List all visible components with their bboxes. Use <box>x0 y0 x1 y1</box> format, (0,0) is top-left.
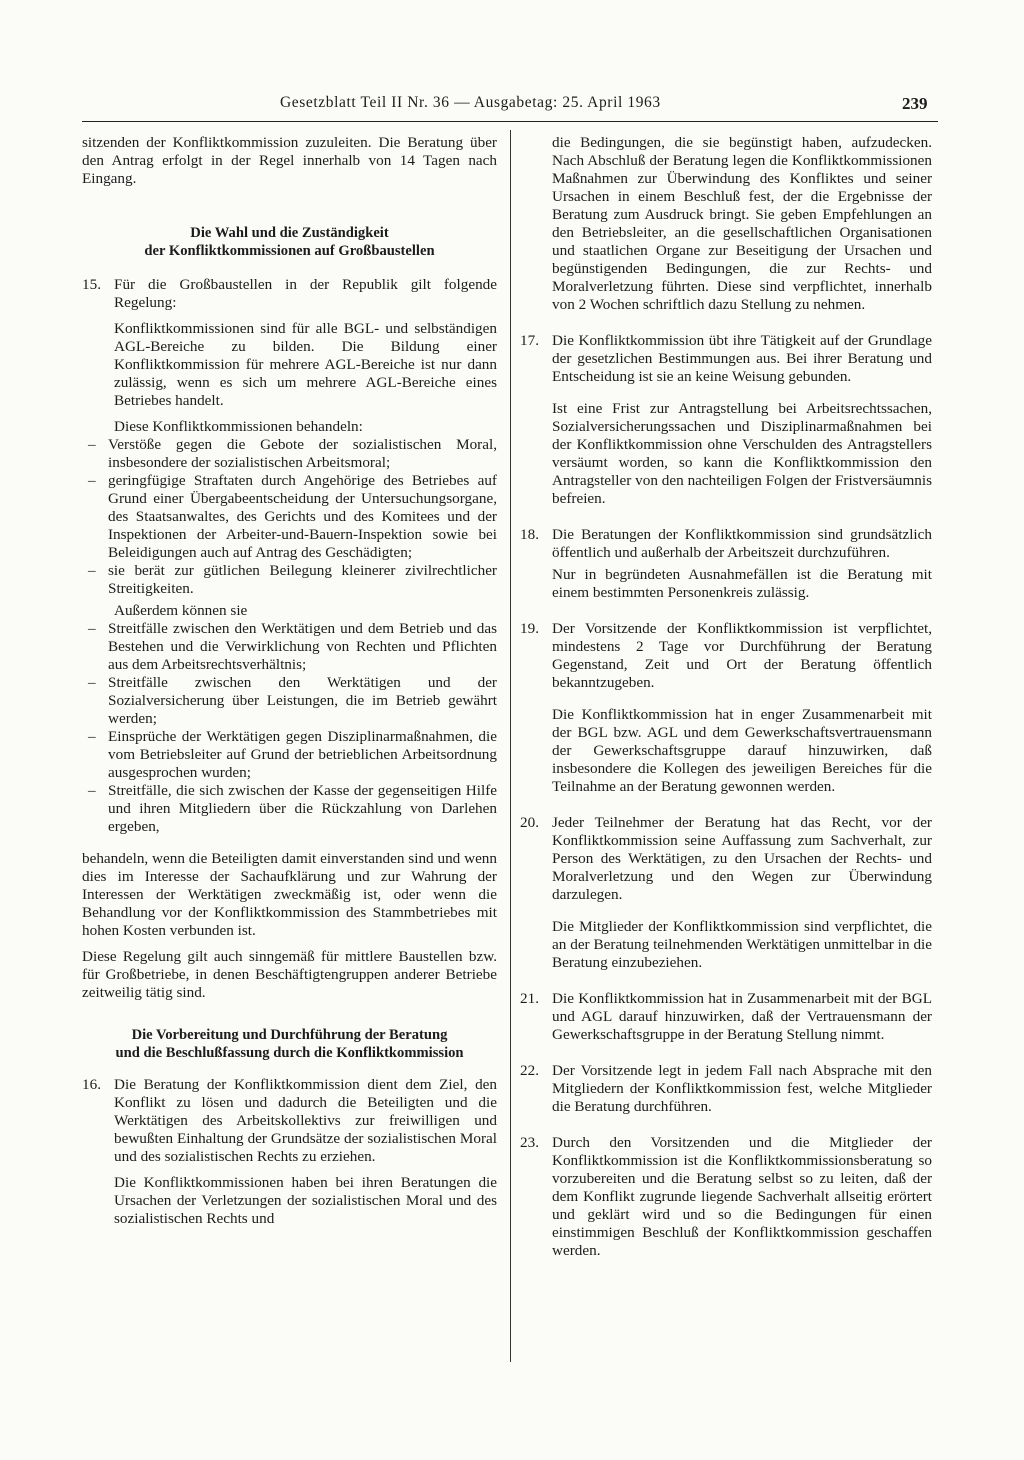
column-divider <box>510 130 511 1362</box>
paragraph-text: Die Beratungen der Konfliktkommission sind grundsätzlich öffentlich und außerhalb der Arbeitszeit durchzuführen. <box>552 526 932 561</box>
list-item <box>82 472 497 562</box>
paragraph-16 <box>82 1076 497 1228</box>
paragraph-22 <box>520 1062 932 1116</box>
paragraph-21 <box>520 990 932 1044</box>
list-item-text: Streitfälle zwischen den Werktätigen und der Sozialversicherung über Leistungen, die im Betrieb gewährt werden; <box>108 674 497 727</box>
list-item-text: Streitfälle zwischen den Werktätigen und dem Betrieb und das Bestehen und die Verwirklichung von Rechten und Pflichten aus dem Arbeitsrechtsverhältnis; <box>108 620 497 673</box>
paragraph-text: Die Beratung der Konfliktkommission dient dem Ziel, den Konflikt zu lösen und dadurch die Beteiligten und die Werktätigen des Arbeitskollektivs zur freiwilligen und bewußten Einhaltung der Grundsätze der sozialistischen Moral und des sozialistischen Rechts zu erziehen. <box>114 1076 497 1165</box>
paragraph-text: Der Vorsitzende legt in jedem Fall nach Absprache mit den Mitgliedern der Konfliktkommission fest, welche Mitglieder die Beratung durchführen. <box>552 1062 932 1115</box>
heading-line: Die Vorbereitung und Durchführung der Beratung <box>131 1027 448 1043</box>
paragraph-number: 22. <box>520 1062 539 1079</box>
paragraph-text: die Bedingungen, die sie begünstigt haben, aufzudecken. Nach Abschluß der Beratung legen die Konfliktkommissionen Maßnahmen zur Überwindung des Konfliktes und seiner Ursachen in einem Beschluß fest, der die Ergebnisse der Beratung zum Ausdruck bringt. Sie geben Empfehlungen an den Betriebsleiter, an die gesellschaftlichen Organisationen und staatlichen Organe zur Beseitigung der Ursachen und begünstigenden Bedingungen, die zur Rechts- und Moralverletzung führten. Diese sind verpflichtet, innerhalb von 2 Wochen schriftlich dazu Stellung zu nehmen. <box>552 134 932 313</box>
paragraph-20 <box>520 814 932 972</box>
paragraph-text: behandeln, wenn die Beteiligten damit einverstanden sind und wenn dies im Interesse der Sachaufklärung und zur Wahrung der Interessen der Werktätigen zweckmäßig ist, oder wenn die Behandlung vor der Konfliktkommission des Stammbetriebes mit hohen Kosten verbunden ist. <box>82 850 497 939</box>
dash-mark: – <box>88 562 96 579</box>
list-item <box>82 436 497 472</box>
dash-mark: – <box>88 782 96 799</box>
paragraph-15 <box>82 276 497 436</box>
paragraph-text: Konfliktkommissionen sind für alle BGL- und selbständigen AGL-Bereiche zu bilden. Die Bildung einer Konfliktkommission für mehrere AGL-Bereiche ist nur dann zulässig, wenn es sich um mehrere AGL-Bereiche eines Betriebes handelt. <box>114 320 497 409</box>
right-column <box>520 134 932 1260</box>
list-item-text: Verstöße gegen die Gebote der sozialistischen Moral, insbesondere der sozialistischen Arbeitsmoral; <box>108 436 497 471</box>
list-item-text: Streitfälle, die sich zwischen der Kasse der gegenseitigen Hilfe und ihren Mitgliedern über die Rückzahlung von Darlehen ergeben, <box>108 782 497 835</box>
dash-mark: – <box>88 620 96 637</box>
page-number: 239 <box>902 94 928 113</box>
paragraph-number: 16. <box>82 1076 101 1093</box>
list-item-text: geringfügige Straftaten durch Angehörige des Betriebes auf Grund einer Übergabeentscheidung der Untersuchungsorgane, des Staatsanwaltes, des Gerichts und des Komitees und der Inspektionen der Arbeiter-und-Bauern-Inspektion sowie bei Beleidigungen auch auf Antrag des Geschädigten; <box>108 472 497 561</box>
heading-line: Die Wahl und die Zuständigkeit <box>190 225 389 241</box>
paragraph-number: 15. <box>82 276 101 293</box>
paragraph-18 <box>520 526 932 602</box>
paragraph-text: Die Mitglieder der Konfliktkommission sind verpflichtet, die an der Beratung teilnehmenden Werktätigen unmittelbar in die Beratung einzubeziehen. <box>552 918 932 971</box>
paragraph-17 <box>520 332 932 508</box>
paragraph-text: Diese Regelung gilt auch sinngemäß für mittlere Baustellen bzw. für Großbetriebe, in denen Beschäftigtengruppen anderer Betriebe zeitweilig tätig sind. <box>82 948 497 1001</box>
section-heading-wahl <box>82 224 497 260</box>
dash-mark: – <box>88 674 96 691</box>
paragraph-text: Für die Großbaustellen in der Republik gilt folgende Regelung: <box>114 276 497 311</box>
list-item <box>82 620 497 674</box>
dash-mark: – <box>88 728 96 745</box>
dash-mark: – <box>88 472 96 489</box>
paragraph-text: Die Konfliktkommissionen haben bei ihren Beratungen die Ursachen der Verletzungen der sozialistischen Moral und des sozialistischen Rechts und <box>114 1174 497 1227</box>
paragraph-number: 23. <box>520 1134 539 1151</box>
paragraph-19 <box>520 620 932 796</box>
list-item-text: Einsprüche der Werktätigen gegen Disziplinarmaßnahmen, die vom Betriebsleiter auf Grund der betrieblichen Arbeitsordnung ausgesprochen wurden; <box>108 728 497 781</box>
list-item-text: sie berät zur gütlichen Beilegung kleinerer zivilrechtlicher Streitigkeiten. <box>108 562 497 597</box>
paragraph-number: 20. <box>520 814 539 831</box>
paragraph-text: Nur in begründeten Ausnahmefällen ist die Beratung mit einem bestimmten Personenkreis zulässig. <box>552 566 932 601</box>
header-rule <box>82 121 938 122</box>
left-column <box>82 134 497 1228</box>
paragraph-text: Jeder Teilnehmer der Beratung hat das Recht, vor der Konfliktkommission seine Auffassung zum Sachverhalt, zur Person des Werktätigen, zu den Ursachen der Rechts- und Moralverletzung und den Wegen zur Überwindung darzulegen. <box>552 814 932 903</box>
paragraph-text: Die Konfliktkommission hat in Zusammenarbeit mit der BGL und AGL darauf hinzuwirken, daß der Vertrauensmann der Gewerkschaftsgruppe in der Beratung Stellung nimmt. <box>552 990 932 1043</box>
paragraph-text: Die Konfliktkommission hat in enger Zusammenarbeit mit der BGL bzw. AGL und dem Gewerkschaftsvertrauensmann der Gewerkschaftsgruppe darauf hinzuwirken, daß insbesondere die Kollegen des jeweiligen Bereiches für die Teilnahme an der Beratung gewonnen werden. <box>552 706 932 795</box>
paragraph-text: Durch den Vorsitzenden und die Mitglieder der Konfliktkommission ist die Konfliktkommissionsberatung so vorzubereiten und die Beratung selbst so zu leiten, daß der dem Konflikt zugrunde liegende Sachverhalt allseitig erörtert und geklärt wird und so die Bedingungen für einen einstimmigen Beschluß der Konfliktkommission geschaffen werden. <box>552 1134 932 1259</box>
paragraph-text: Ist eine Frist zur Antragstellung bei Arbeitsrechtssachen, Sozialversicherungssachen und Disziplinarmaßnahmen bei der Konfliktkommission ohne Verschulden des Antragstellers versäumt worden, so kann die Konfliktkommission den Antragsteller von den nachteiligen Folgen der Fristversäumnis befreien. <box>552 400 932 507</box>
list-item <box>82 562 497 598</box>
paragraph-23 <box>520 1134 932 1260</box>
paragraph-number: 17. <box>520 332 539 349</box>
list-item <box>82 674 497 728</box>
section-heading-vorbereitung <box>82 1026 497 1062</box>
paragraph-text: Die Konfliktkommission übt ihre Tätigkeit auf der Grundlage der gesetzlichen Bestimmungen aus. Bei ihrer Beratung und Entscheidung ist sie an keine Weisung gebunden. <box>552 332 932 385</box>
intro-paragraph: sitzenden der Konfliktkommission zuzuleiten. Die Beratung über den Antrag erfolgt in der Regel innerhalb von 14 Tagen nach Eingang. <box>82 134 497 187</box>
heading-line: der Konfliktkommissionen auf Großbaustellen <box>144 243 435 259</box>
heading-line: und die Beschlußfassung durch die Konfliktkommission <box>115 1045 464 1061</box>
dash-mark: – <box>88 436 96 453</box>
paragraph-text: Außerdem können sie <box>114 602 248 619</box>
paragraph-text: Diese Konfliktkommissionen behandeln: <box>114 418 363 435</box>
paragraph-number: 21. <box>520 990 539 1007</box>
paragraph-text: Der Vorsitzende der Konfliktkommission ist verpflichtet, mindestens 2 Tage vor Durchführung der Beratung Gegenstand, Zeit und Ort der Beratung öffentlich bekanntzugeben. <box>552 620 932 691</box>
list-item <box>82 728 497 782</box>
list-item <box>82 782 497 836</box>
paragraph-number: 18. <box>520 526 539 543</box>
paragraph-number: 19. <box>520 620 539 637</box>
page-header: Gesetzblatt Teil II Nr. 36 — Ausgabetag: 25. April 1963 <box>280 94 661 111</box>
